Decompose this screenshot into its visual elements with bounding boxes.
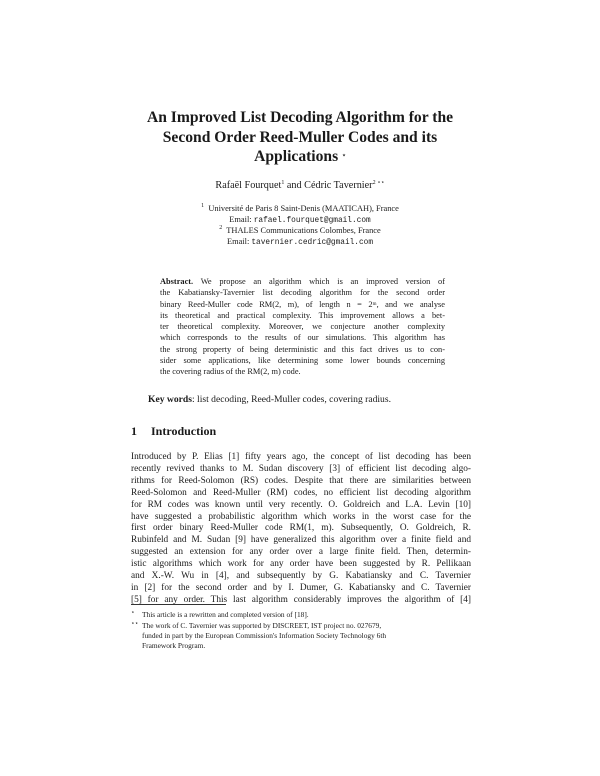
title-line: Applications ⋆ — [254, 148, 346, 165]
title-line: An Improved List Decoding Algorithm for the — [146, 109, 454, 126]
section-heading: 1 Introduction — [131, 424, 217, 438]
abstract: Abstract. We propose an algorithm which is an improved version of the Kabatiansky-Tavernier list decoding algorithm for the second order binary Reed-Muller code RM(2, m), of length n = 2ᵐ, and we analyse its theoretical and practical complexity. This improvement allows a bet- ter theoretical complexity. Moreover, we conjecture another complexity which corresponds to the results of our simulations. This algorithm has the strong property of being deterministic and this fact drives us to con- sider some applications, like determining some lower bounds concerning the covering radius of the RM(2, m) code. — [160, 277, 445, 377]
keywords: Key words: list decoding, Reed-Muller codes, covering radius. — [148, 394, 391, 405]
footnote: ⋆ This article is a rewritten and completed version of [18]. — [131, 610, 309, 619]
affiliation-2: $^2$ THALES Communications Colombes, France — [219, 225, 381, 235]
email-link[interactable]: rafael.fourquet@gmail.com — [253, 217, 371, 225]
author-list: Rafaël Fourquet$^1$ and Cédric Tavernier$^{2 ⋆⋆}$ — [215, 180, 385, 191]
abstract-label: Abstract. — [160, 277, 194, 286]
affiliation-1-email: Email: rafael.fourquet@gmail.com — [229, 215, 371, 225]
author-name: Cédric Tavernier — [304, 180, 373, 191]
affiliation-2-email: Email: tavernier.cedric@gmail.com — [226, 237, 374, 247]
footnote: ⋆⋆ The work of C. Tavernier was supported by DISCREET, IST project no. 027679, funded in part by the European Commission's Information Society Technology 6th Framework Program. — [131, 621, 387, 650]
affiliation-1: $^1$ Université de Paris 8 Saint-Denis (MAATICAH), France — [201, 203, 399, 213]
title-line: Second Order Reed-Muller Codes and its — [162, 128, 438, 146]
intro-paragraph: Introduced by P. Elias [1] fifty years ago, the concept of list decoding has been recently revived thanks to M. Sudan discovery [3] of efficient list decoding algo- rithms for Reed-Solomon (RS) codes. Despite that there are similarities between Reed-Solomon and Reed-Muller (RM) codes, no efficient list decoding algorithm for RM codes was known until very recently. O. Goldreich and L.A. Levin [10] have suggested a probabilistic algorithm which works in the worst case for the first order binary Reed-Muller code RM(1, m). Subsequently, O. Goldreich, R. Rubinfeld and M. Sudan [9] have generalized this algorithm over a finite field and suggested an extension for any order over a large finite field. Then, determin- istic algorithms which work for any order have been suggested by R. Pellikaan and X.-W. Wu in [4], and subsequently by G. Kabatiansky and C. Tavernier in [2] for the second order and by I. Dumer, G. Kabatiansky and C. Tavernier [5] for any order. This last algorithm considerably improves the algorithm of [4] — [131, 452, 471, 605]
footnote-divider — [131, 604, 226, 605]
author-name: Rafaël Fourquet — [215, 180, 282, 191]
paper-title — [100, 108, 500, 167]
email-link[interactable]: tavernier.cedric@gmail.com — [251, 239, 374, 247]
title-footnote-mark: ⋆ — [342, 153, 346, 159]
